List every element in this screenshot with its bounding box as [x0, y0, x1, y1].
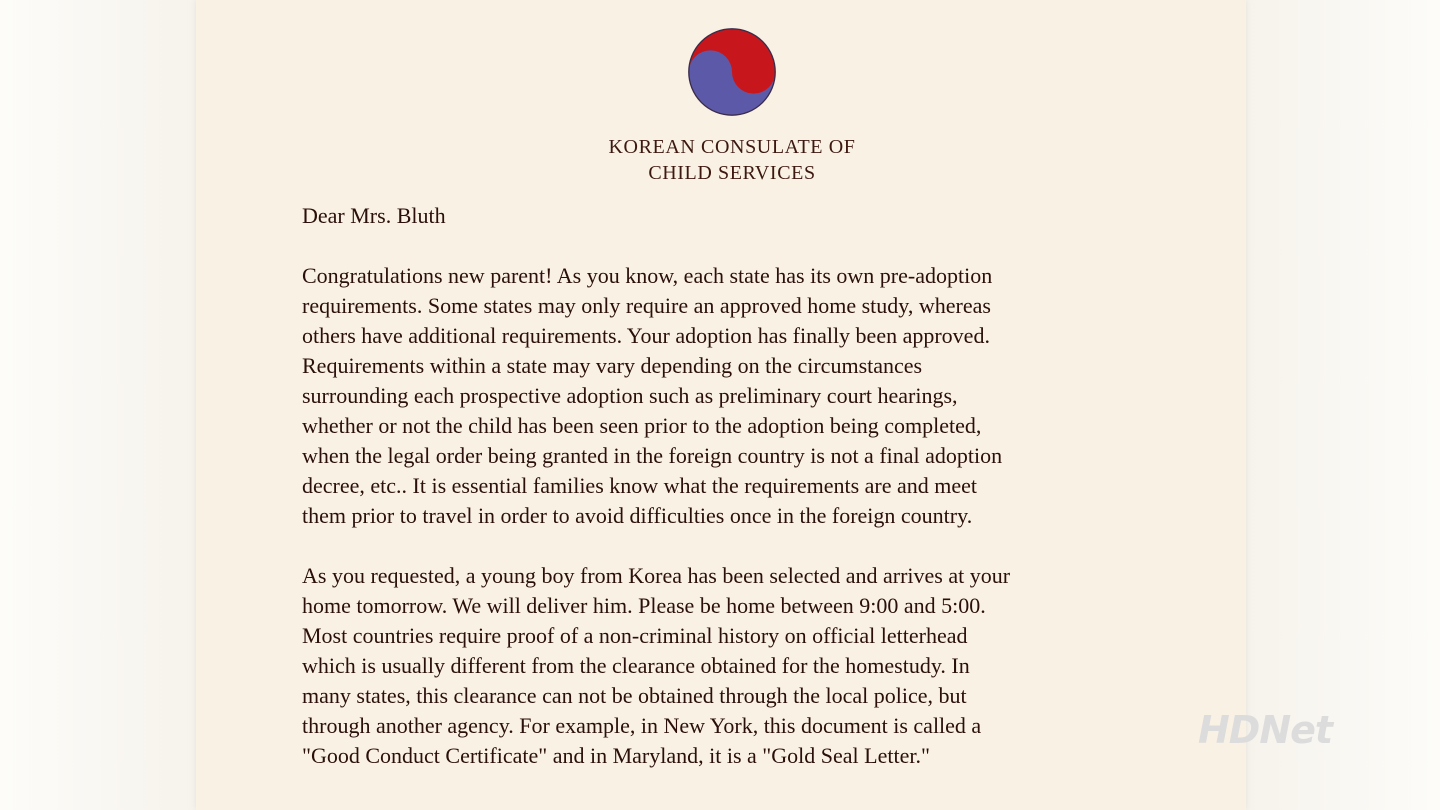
paragraph-1: [302, 261, 1202, 531]
letterhead-line-1: KOREAN CONSULATE OF: [608, 136, 856, 158]
background-left: [0, 0, 196, 810]
paragraph-line: them prior to travel in order to avoid difficulties once in the foreign country.: [302, 503, 973, 528]
letterhead-title: [196, 134, 1246, 186]
hdnet-watermark: HDNet: [1198, 708, 1333, 752]
paragraph-line: home tomorrow. We will deliver him. Please be home between 9:00 and 5:00.: [302, 593, 986, 618]
paragraph-line: Most countries require proof of a non-criminal history on official letterhead: [302, 623, 968, 648]
taegeuk-emblem-icon: [687, 26, 777, 118]
letterhead-line-2: CHILD SERVICES: [648, 162, 816, 184]
paragraph-line: decree, etc.. It is essential families know what the requirements are and meet: [302, 473, 978, 498]
paragraph-line: when the legal order being granted in the foreign country is not a final adoption: [302, 443, 1003, 468]
letter-body: [302, 201, 1202, 771]
paragraph-line: whether or not the child has been seen prior to the adoption being completed,: [302, 413, 982, 438]
paragraph-line: which is usually different from the clearance obtained for the homestudy. In: [302, 653, 970, 678]
background-right: [1246, 0, 1440, 810]
salutation: Dear Mrs. Bluth: [302, 203, 446, 228]
paragraph-line: "Good Conduct Certificate" and in Maryland, it is a "Gold Seal Letter.": [302, 743, 930, 768]
paragraph-2: [302, 561, 1202, 771]
paragraph-line: Requirements within a state may vary depending on the circumstances: [302, 353, 923, 378]
letter-page: [196, 0, 1246, 810]
paragraph-line: As you requested, a young boy from Korea has been selected and arrives at your: [302, 563, 1011, 588]
paragraph-line: through another agency. For example, in New York, this document is called a: [302, 713, 982, 738]
paragraph-line: Congratulations new parent! As you know, each state has its own pre-adoption: [302, 263, 993, 288]
paragraph-line: many states, this clearance can not be obtained through the local police, but: [302, 683, 967, 708]
paragraph-line: requirements. Some states may only require an approved home study, whereas: [302, 293, 991, 318]
paragraph-line: others have additional requirements. Your adoption has finally been approved.: [302, 323, 990, 348]
paragraph-line: surrounding each prospective adoption such as preliminary court hearings,: [302, 383, 958, 408]
